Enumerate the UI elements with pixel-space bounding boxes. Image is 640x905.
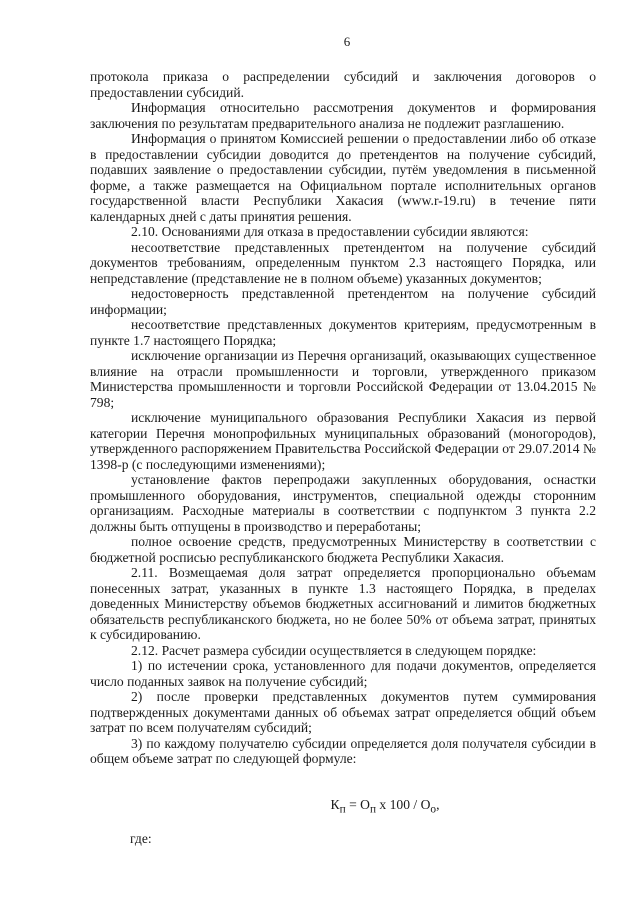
list-item: 2) после проверки представленных документов путем суммирования подтвержденных документами данных об объемах затрат определяется общий объем затрат по всем получателям субсидий; (90, 689, 596, 735)
formula-rest: х 100 / О (376, 796, 431, 812)
list-item: 3) по каждому получателю субсидии определяется доля получателя субсидии в общем объеме затрат по следующей формуле: (90, 735, 596, 766)
formula-end: , (436, 796, 440, 812)
section-2-11: 2.11. Возмещаемая доля затрат определяется пропорционально объемам понесенных затрат, указанных в пункте 1.3 настоящего Порядка, в пределах доведенных Министерству объемов бюджетных ассигнований и лимитов бюджетных обязательств республиканского бюджета, но не более 50% от объема затрат, принятых к субсидированию. (90, 565, 596, 642)
page-number: 6 (343, 34, 351, 49)
paragraph: исключение организации из Перечня организаций, оказывающих существенное влияние на отрасли промышленности и торговли, утвержденного приказом Министерства промышленности и торговли Российской Федерации от 13.04.2015 № 798; (90, 348, 596, 410)
section-heading-2-12: 2.12. Расчет размера субсидии осуществляется в следующем порядке: (131, 642, 537, 658)
paragraph: протокола приказа о распределении субсидий и заключения договоров о предоставлении субсидий. (90, 69, 596, 100)
formula-k: К (330, 796, 340, 812)
paragraph: полное освоение средств, предусмотренных Министерству в соответствии с бюджетной росписью республиканского бюджета Республики Хакасия. (90, 534, 596, 565)
formula-o-subscript: п (369, 803, 377, 816)
formula-o2-subscript: о (430, 803, 437, 816)
list-item: 1) по истечении срока, установленного для подачи документов, определяется число поданных заявок на получение субсидий; (90, 658, 596, 689)
paragraph: недостоверность представленной претендентом на получение субсидий информации; (90, 286, 596, 317)
paragraph: Информация относительно рассмотрения документов и формирования заключения по результатам предварительного анализа не подлежит разглашению. (90, 100, 596, 131)
paragraph: несоответствие представленных документов критериям, предусмотренным в пункте 1.7 настоящего Порядка; (90, 317, 596, 348)
formula (90, 797, 596, 816)
formula-equals: = О (345, 796, 370, 812)
where-label: где: (130, 831, 152, 847)
section-heading-2-10: 2.10. Основаниями для отказа в предоставлении субсидии являются: (131, 224, 529, 239)
paragraph: несоответствие представленных претендентом на получение субсидий документов требованиям, определенным пунктом 2.3 настоящего Порядка, или непредставление (представление не в полном объеме) указанных документов; (90, 239, 596, 286)
paragraph: Информация о принятом Комиссией решении о предоставлении либо об отказе в предоставлении субсидии доводится до претендентов на получение субсидий, подавших заявление о предоставлении субсидии, путём уведомления в письменной форме, а также размещается на Официальном портале исполнительных органов государственной власти Республики Хакасия (www.r-19.ru) в течение пяти календарных дней с даты принятия решения. (90, 131, 596, 224)
paragraph: установление фактов перепродажи закупленных оборудования, оснастки промышленного оборудования, инструментов, специальной одежды сторонним организациям. Расходные материалы в соответствии с подпунктом 3 пункта 2.2 должны быть отпущены в производство и переработаны; (90, 472, 596, 534)
formula-k-subscript: п (339, 803, 346, 816)
paragraph: исключение муниципального образования Республики Хакасия из первой категории Перечня монопрофильных муниципальных образований (моногородов), утвержденного распоряжением Правительства Российской Федерации от 29.07.2014 № 1398-р (с последующими изменениями); (90, 410, 596, 472)
body-text (90, 69, 596, 767)
